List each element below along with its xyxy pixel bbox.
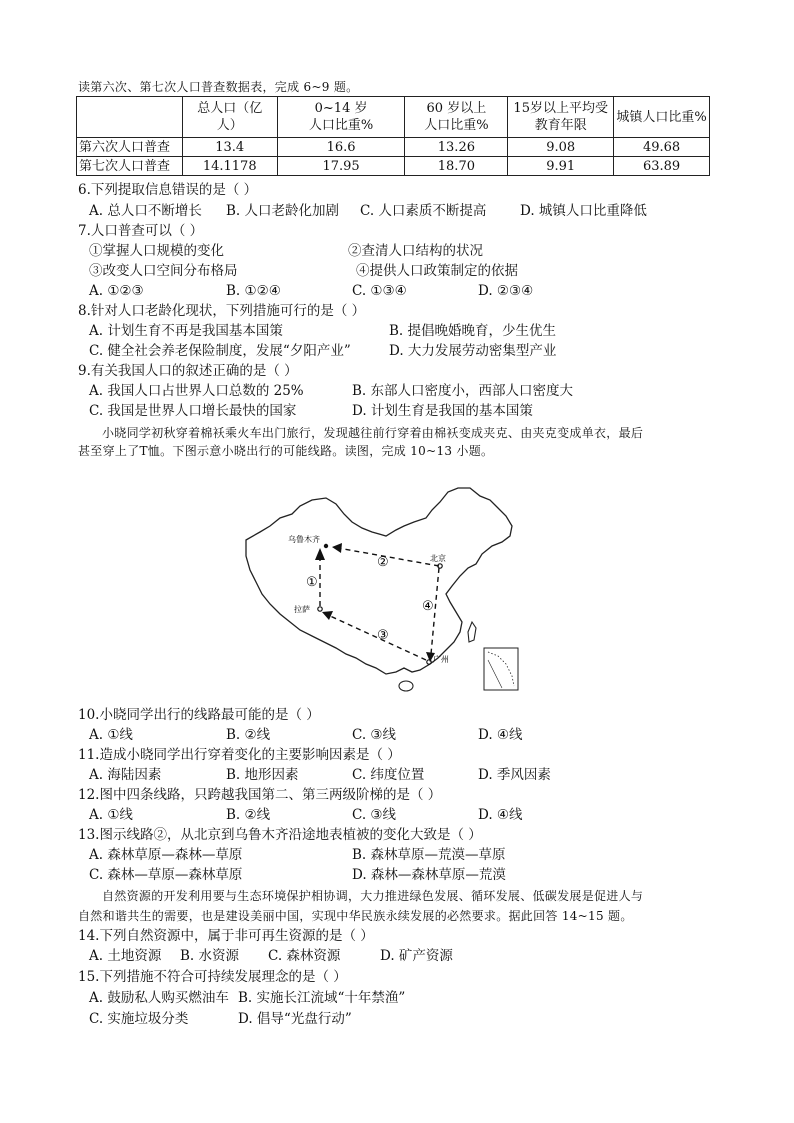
table-cell: 14.1178 [182,157,277,176]
table-header-cell: 总人口（亿 人） [182,97,277,138]
option-a[interactable]: A. 计划生育不再是我国基本国策 [89,323,283,339]
city-label-beijing: 北京 [430,554,446,563]
route-label-1: ① [306,575,318,590]
resource-intro-line-2: 自然和谐共生的需要，也是建设美丽中国，实现中华民族永续发展的必然要求。据此回答 14~15 题。 [78,909,633,923]
option-b[interactable]: B. 森林草原—荒漠—草原 [352,847,506,863]
option-a[interactable]: A. 我国人口占世界人口总数的 25% [89,383,304,399]
option-c[interactable]: C. ③线 [352,727,397,743]
option-a[interactable]: A. 鼓励私人购买燃油车 [89,990,229,1006]
china-outline [246,488,512,674]
option-d[interactable]: D. 矿产资源 [380,948,453,964]
map-intro-line-1: 小晓同学初秋穿着棉袄乘火车出门旅行，发现越往前行穿着由棉袄变成夹克、由夹克变成单衣，最后 [102,426,644,440]
question-9-stem: 9.有关我国人口的叙述正确的是（ ） [78,363,298,379]
option-a[interactable]: A. 森林草原—森林—草原 [89,847,243,863]
table-cell: 9.08 [508,138,614,157]
table-cell: 16.6 [277,138,405,157]
city-label-urumqi: 乌鲁木齐 [288,535,320,544]
china-route-map [236,482,526,700]
table-cell: 13.4 [182,138,277,157]
table-header-cell: 城镇人口比重% [614,97,710,138]
table-cell: 第七次人口普查 [77,157,183,176]
option-b[interactable]: B. 水资源 [180,948,240,964]
option-a[interactable]: A. ①线 [89,807,133,823]
question-14-stem: 14.下列自然资源中，属于非可再生资源的是（ ） [78,928,374,944]
table-cell: 17.95 [277,157,405,176]
option-c[interactable]: C. 健全社会养老保险制度，发展“夕阳产业” [89,343,351,359]
city-label-guangzhou: 广州 [433,655,449,664]
option-d[interactable]: D. 倡导“光盘行动” [238,1011,352,1027]
question-11-stem: 11.造成小晓同学出行穿着变化的主要影响因素是（ ） [78,747,401,763]
city-label-lhasa: 拉萨 [294,605,310,614]
option-c[interactable]: C. 人口素质不断提高 [360,203,487,219]
option-c[interactable]: C. 纬度位置 [352,767,425,783]
question-13-stem: 13.图示线路②，从北京到乌鲁木齐沿途地表植被的变化大致是（ ） [78,827,482,843]
table-cell: 13.26 [405,138,508,157]
option-b[interactable]: B. 实施长江流域“十年禁渔” [238,990,406,1006]
statement-item: ④提供人口政策制定的依据 [356,263,518,279]
table-header-cell: 60 岁以上 人口比重% [405,97,508,138]
hainan-island [399,681,413,691]
route-label-2: ② [377,555,389,570]
table-row [77,157,710,176]
option-d[interactable]: D. 季风因素 [478,767,551,783]
table-cell: 18.70 [405,157,508,176]
route-label-3: ③ [377,628,389,643]
option-c[interactable]: C. 森林资源 [268,948,341,964]
option-d[interactable]: D. ④线 [478,807,523,823]
census-table [76,96,710,176]
question-8-stem: 8.针对人口老龄化现状，下列措施可行的是（ ） [78,303,366,319]
table-row [77,138,710,157]
option-a[interactable]: A. ①②③ [89,283,144,299]
option-c[interactable]: C. 我国是世界人口增长最快的国家 [89,403,297,419]
question-10-stem: 10.小晓同学出行的线路最可能的是（ ） [78,707,320,723]
option-c[interactable]: C. ③线 [352,807,397,823]
option-c[interactable]: C. 实施垃圾分类 [89,1011,189,1027]
option-b[interactable]: B. ②线 [226,807,271,823]
question-7-stem: 7.人口普查可以（ ） [78,223,204,239]
option-d[interactable]: D. 大力发展劳动密集型产业 [389,343,557,359]
taiwan-island [468,622,476,642]
option-b[interactable]: B. ①②④ [226,283,281,299]
option-a[interactable]: A. ①线 [89,727,133,743]
question-15-stem: 15.下列措施不符合可持续发展理念的是（ ） [78,969,347,985]
option-c[interactable]: C. ①③④ [352,283,407,299]
question-6-stem: 6.下列提取信息错误的是（ ） [78,182,258,198]
option-a[interactable]: A. 总人口不断增长 [89,203,202,219]
statement-item: ①掌握人口规模的变化 [89,243,224,259]
question-12-stem: 12.图中四条线路，只跨越我国第二、第三两级阶梯的是（ ） [78,787,442,803]
option-d[interactable]: D. 城镇人口比重降低 [520,203,647,219]
option-d[interactable]: D. 计划生育是我国的基本国策 [352,403,533,419]
statement-item: ②查清人口结构的状况 [348,243,483,259]
option-c[interactable]: C. 森林—草原—森林草原 [89,867,243,883]
option-b[interactable]: B. 人口老龄化加剧 [226,203,340,219]
option-b[interactable]: B. 地形因素 [226,767,299,783]
option-a[interactable]: A. 土地资源 [89,948,162,964]
option-d[interactable]: D. ②③④ [478,283,534,299]
table-cell: 49.68 [614,138,710,157]
resource-intro-line-1: 自然资源的开发利用要与生态环境保护相协调，大力推进绿色发展、循环发展、低碳发展是促进人与 [102,889,644,903]
table-header-cell: 0~14 岁 人口比重% [277,97,405,138]
table-cell: 第六次人口普查 [77,138,183,157]
table-header-cell [77,97,183,138]
map-intro-line-2: 甚至穿上了T恤。下图示意小晓出行的可能线路。读图，完成 10~13 小题。 [78,444,494,458]
option-b[interactable]: B. 提倡晚婚晚育，少生优生 [389,323,557,339]
option-d[interactable]: D. ④线 [478,727,523,743]
table-header-row [77,97,710,138]
south-china-sea-inset [484,648,518,690]
table-intro: 读第六次、第七次人口普查数据表，完成 6~9 题。 [78,80,359,94]
route-label-4: ④ [422,599,434,614]
option-d[interactable]: D. 森林—森林草原—荒漠 [352,867,506,883]
table-cell: 9.91 [508,157,614,176]
table-cell: 63.89 [614,157,710,176]
option-b[interactable]: B. 东部人口密度小，西部人口密度大 [352,383,574,399]
table-header-cell: 15岁以上平均受 教育年限 [508,97,614,138]
statement-item: ③改变人口空间分布格局 [89,263,238,279]
option-b[interactable]: B. ②线 [226,727,271,743]
option-a[interactable]: A. 海陆因素 [89,767,162,783]
